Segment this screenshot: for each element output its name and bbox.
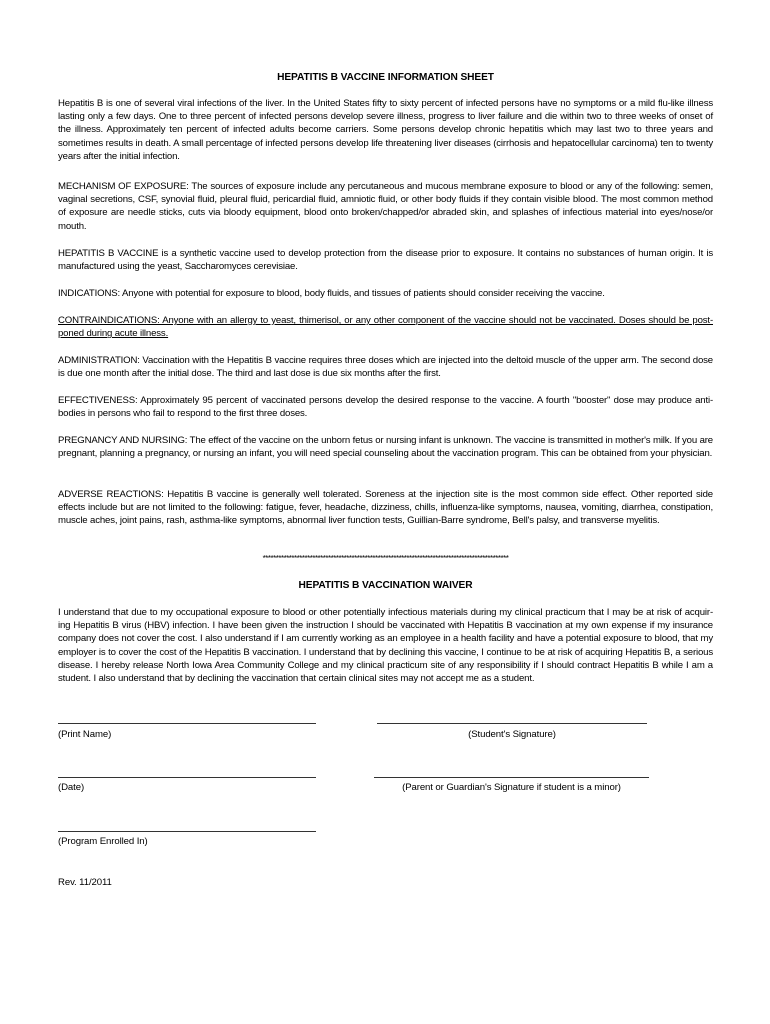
student-signature-label: (Student's Signature) (468, 729, 556, 740)
indications-paragraph: INDICATIONS: Anyone with potential for exposure to blood, body fluids, and tissues of patients should consider receiving the vaccine. (58, 288, 605, 299)
revision-date: Rev. 11/2011 (58, 877, 112, 888)
guardian-signature-line[interactable] (374, 777, 649, 778)
document-page (58, 0, 713, 1024)
program-line[interactable] (58, 831, 316, 832)
vaccine-paragraph: HEPATITIS B VACCINE is a synthetic vaccine used to develop protection from the disease prior to exposure. It contains no substances of human origin. It is manufactured using the yeast, Saccharomyces cerevisiae. (58, 248, 713, 273)
date-line[interactable] (58, 777, 316, 778)
contraindications-paragraph: CONTRAINDICATIONS: Anyone with an allergy to yeast, thimerisol, or any other component of the vaccine should not be vaccinated. Doses should be post-poned during acute illness. (58, 315, 713, 340)
effectiveness-paragraph: EFFECTIVENESS: Approximately 95 percent of vaccinated persons develop the desired response to the vaccine. A fourth "booster" dose may produce anti-bodies in persons who fail to respond to the first three doses. (58, 395, 713, 420)
sheet-title: HEPATITIS B VACCINE INFORMATION SHEET (277, 72, 494, 83)
print-name-label: (Print Name) (58, 729, 112, 740)
intro-paragraph: Hepatitis B is one of several viral infections of the liver. In the United States fifty to sixty percent of infected persons have no symptoms or a mild flu-like illness lasting only a few days. One to three percent of infected persons develop severe illness, progress to liver failure and die within two to three weeks of onset of the illness. Approximately ten percent of infected adults become carriers. Some persons develop chronic hepatitis which may last two to three years and sometimes results in death. A small percentage of infected persons develop life threatening liver diseases (cirrhosis and hepatocellular carcinoma) ten to twenty years after the initial infection. (58, 98, 713, 162)
adverse-reactions-paragraph: ADVERSE REACTIONS: Hepatitis B vaccine is generally well tolerated. Soreness at the injection site is the most common side effect. Other reported side effects include but are not limited to the following: fatigue, fever, headache, dizziness, chills, influenza-like symptoms, nausea, vomiting, diarrhea, constipation, muscle aches, joint pains, rash, asthma-like symptoms, abnormal liver function tests, Guillian-Barre syndrome, Bell's palsy, and transverse myelitis. (58, 489, 713, 527)
waiver-title: HEPATITIS B VACCINATION WAIVER (298, 580, 473, 591)
print-name-line[interactable] (58, 723, 316, 724)
administration-paragraph: ADMINISTRATION: Vaccination with the Hepatitis B vaccine requires three doses which are injected into the deltoid muscle of the upper arm. The second dose is due one month after the initial dose. The third and last dose is due six months after the first. (58, 355, 713, 380)
mechanism-paragraph: MECHANISM OF EXPOSURE: The sources of exposure include any percutaneous and mucous membrane exposure to blood or any of the following: semen, vaginal secretions, CSF, synovial fluid, pleural fluid, pericardial fluid, amniotic fluid, or other body fluids if they contain visible blood. The most common method of exposure are needle sticks, cuts via bloody equipment, blood onto broken/chapped/or abraded skin, and splashes of infectious material into eyes/nose/or mouth. (58, 181, 713, 232)
date-label: (Date) (58, 782, 85, 793)
pregnancy-paragraph: PREGNANCY AND NURSING: The effect of the vaccine on the unborn fetus or nursing infant is unknown. The vaccine is transmitted in mother's milk. If you are pregnant, planning a pregnancy, or nursing an infant, you will need special counseling about the vaccination program. This can be obtained from your physician. (58, 435, 713, 460)
guardian-signature-label: (Parent or Guardian's Signature if student is a minor) (402, 782, 621, 793)
waiver-paragraph: I understand that due to my occupational exposure to blood or other potentially infectious materials during my clinical practicum that I may be at risk of acquir-ing Hepatitis B virus (HBV) infection. I have been given the instruction I should be vaccinated with Hepatitis B vaccination at my own expense if my insurance company does not cover the cost. I also understand if I am currently working as an employee in a health facility and have a potential exposure to blood, that my employer is to cover the cost of the Hepatitis B vaccination. I understand that by declining this vaccine, I continue to be at risk of acquiring Hepatitis B, a serious disease. I hereby release North Iowa Area Community College and my clinical practicum site of any responsibility if I should contract Hepatitis B while I am a student. I also understand that by declining the vaccination that certain clinical sites may not accept me as a student. (58, 607, 713, 685)
student-signature-line[interactable] (377, 723, 647, 724)
section-separator: ********************************************************************************************** (262, 554, 509, 563)
program-label: (Program Enrolled In) (58, 836, 148, 847)
